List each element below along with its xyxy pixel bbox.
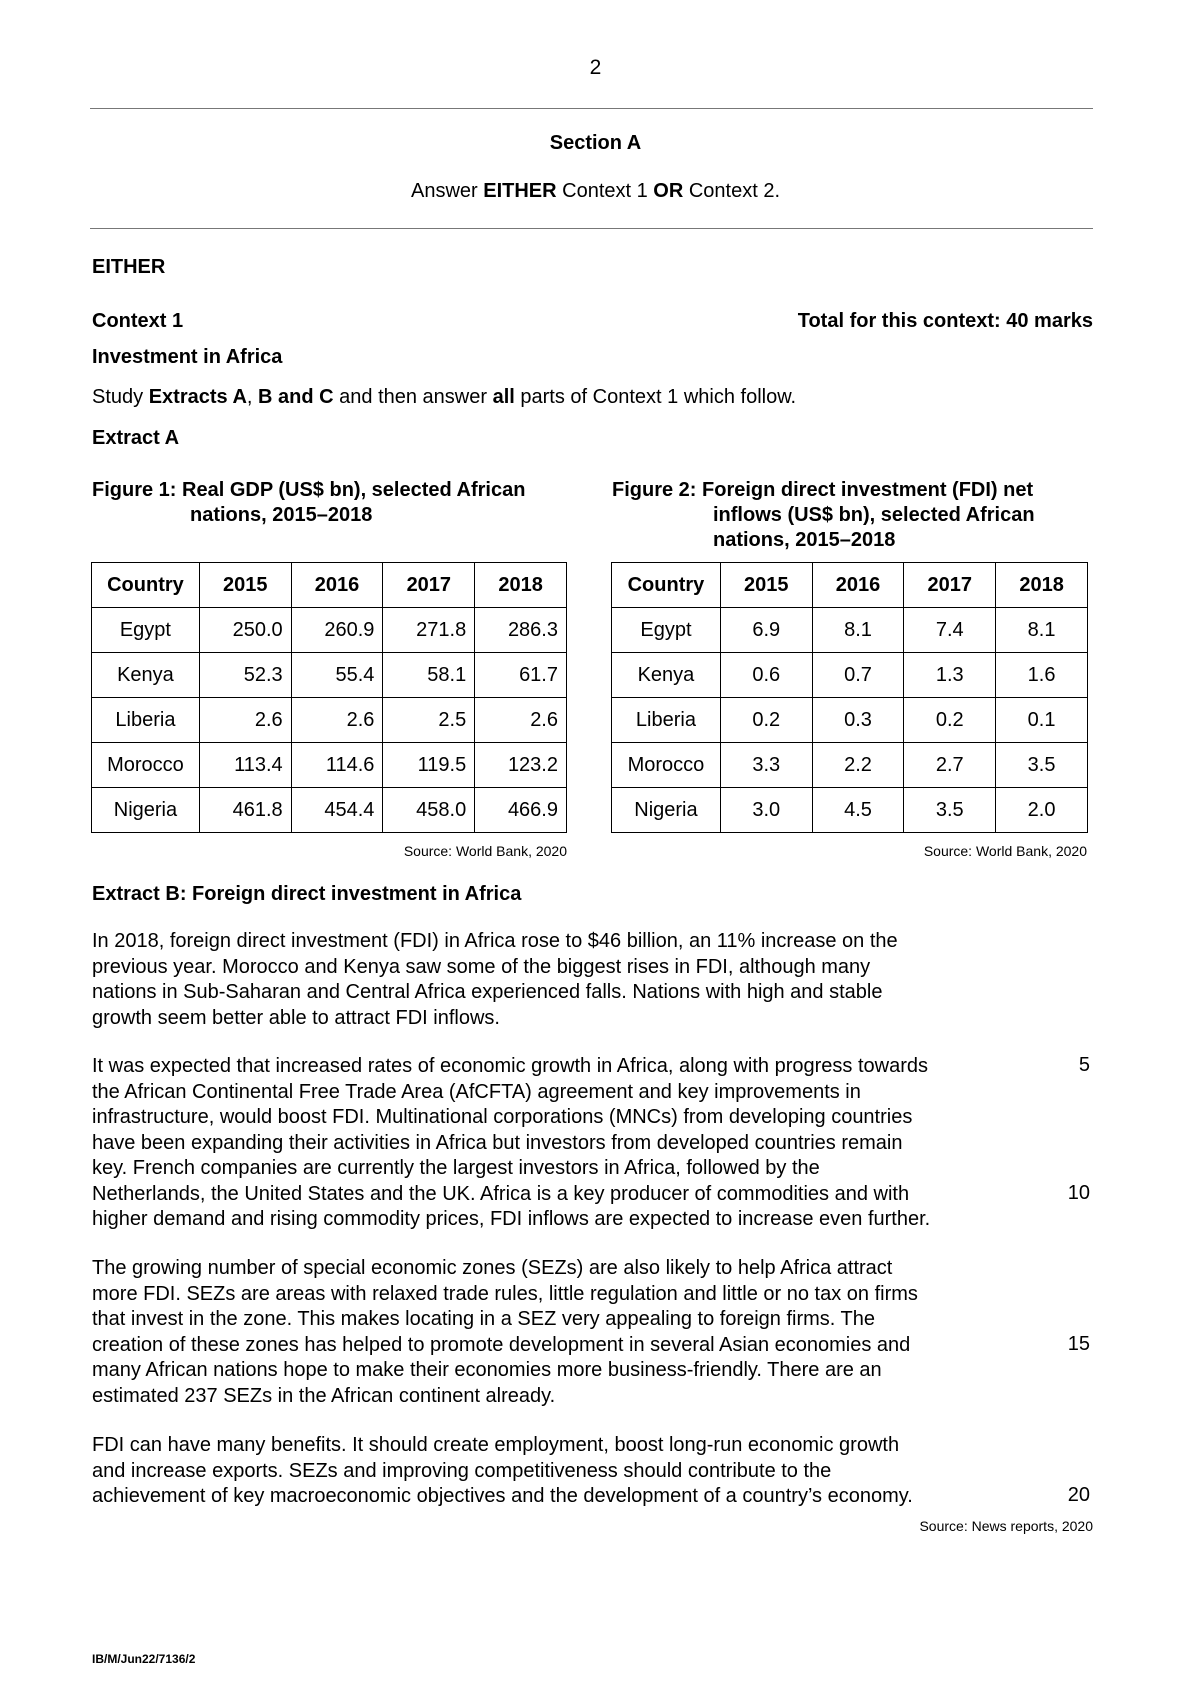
study-text-3: and then answer [333,386,493,408]
text-line: estimated 237 SEZs in the African continent already. [92,1384,556,1407]
figure2-fdi-table [611,562,1088,833]
table-cell: 7.4 [904,608,996,653]
table-cell: 0.2 [904,698,996,743]
table-cell: 61.7 [475,653,567,698]
column-header: 2018 [475,563,567,608]
table-cell: 458.0 [383,788,475,833]
table-cell: 4.5 [812,788,904,833]
text-line: growth seem better able to attract FDI inflows. [92,1006,500,1029]
top-divider [90,108,1093,109]
table-cell: 461.8 [199,788,291,833]
table-row [612,608,1088,653]
figure2-title-line2: inflows (US$ bn), selected African [713,504,1035,526]
column-header: 2016 [812,563,904,608]
text-line: infrastructure, would boost FDI. Multinational corporations (MNCs) from developing countries [92,1106,913,1128]
table-cell: 2.7 [904,743,996,788]
table-cell: Egypt [612,608,721,653]
instruction-either: EITHER [483,180,557,202]
table-cell: 260.9 [291,608,383,653]
column-header: 2015 [720,563,812,608]
instruction-text-2: Context 1 [556,180,654,202]
figure1-title [92,478,525,528]
table-cell: Kenya [92,653,200,698]
table-cell: 2.2 [812,743,904,788]
table-cell: Morocco [92,743,200,788]
column-header: Country [92,563,200,608]
extract-b-paragraph-4 [92,1433,1042,1510]
table-cell: Egypt [92,608,200,653]
column-header: 2017 [904,563,996,608]
column-header: Country [612,563,721,608]
table-header-row [92,563,567,608]
table-cell: 2.6 [291,698,383,743]
instruction-text-3: Context 2. [683,180,781,202]
context-topic: Investment in Africa [92,346,283,368]
table-cell: 0.7 [812,653,904,698]
table-cell: Morocco [612,743,721,788]
table-cell: 0.2 [720,698,812,743]
table-cell: 55.4 [291,653,383,698]
study-extracts-bc: B and C [258,386,334,408]
extract-a-label: Extract A [92,427,180,449]
text-line: the African Continental Free Trade Area (AfCFTA) agreement and key improvements in [92,1080,861,1103]
column-header: 2015 [199,563,291,608]
table-cell: 52.3 [199,653,291,698]
table-row [92,608,567,653]
column-header: 2018 [996,563,1088,608]
text-line: FDI can have many benefits. It should create employment, boost long-run economic growth [92,1434,900,1456]
page-number: 2 [589,56,602,79]
table-cell: 3.3 [720,743,812,788]
instruction-text-1: Answer [410,180,484,202]
table-cell: 8.1 [812,608,904,653]
context-total-marks: Total for this context: 40 marks [797,310,1093,332]
section-divider [90,228,1093,229]
table-cell: 271.8 [383,608,475,653]
text-line: higher demand and rising commodity prices, FDI inflows are expected to increase even further. [92,1208,931,1230]
table-cell: 6.9 [720,608,812,653]
table-cell: 3.5 [996,743,1088,788]
study-all: all [492,386,515,408]
section-instruction [0,180,1191,203]
table-cell: 2.6 [475,698,567,743]
extract-b-title: Extract B: Foreign direct investment in Africa [92,883,522,905]
figure2-title-line3: nations, 2015–2018 [713,529,896,551]
table-row [612,788,1088,833]
table-cell: 58.1 [383,653,475,698]
figure1-title-line2: nations, 2015–2018 [190,504,373,526]
table-header-row [612,563,1088,608]
table-cell: 2.5 [383,698,475,743]
instruction-or: OR [653,180,684,202]
table-cell: Liberia [612,698,721,743]
text-line: many African nations hope to make their economies more business-friendly. There are an [92,1359,882,1381]
text-line: nations in Sub-Saharan and Central Africa experienced falls. Nations with high and stable [92,981,883,1003]
table-cell: 123.2 [475,743,567,788]
text-line: more FDI. SEZs are areas with relaxed trade rules, little regulation and little or no tax on firms [92,1282,918,1305]
text-line: and increase exports. SEZs and improving competitiveness should contribute to the [92,1459,832,1482]
study-text-2: , [246,386,259,408]
study-text-4: parts of Context 1 which follow. [514,386,797,408]
table-row [612,698,1088,743]
table-row [612,653,1088,698]
line-number: 15 [1067,1333,1090,1355]
extract-b-source: Source: News reports, 2020 [919,1518,1093,1534]
line-number: 10 [1067,1182,1090,1204]
table-row [92,788,567,833]
context-label: Context 1 [92,310,184,332]
either-label: EITHER [92,256,166,278]
paper-reference-code: IB/M/Jun22/7136/2 [92,1652,196,1666]
text-line: The growing number of special economic zones (SEZs) are also likely to help Africa attract [92,1257,893,1279]
table-cell: 454.4 [291,788,383,833]
table-cell: 286.3 [475,608,567,653]
table-cell: 0.6 [720,653,812,698]
table-row [92,653,567,698]
table-cell: Kenya [612,653,721,698]
column-header: 2017 [383,563,475,608]
line-number: 20 [1067,1484,1090,1506]
figure2-title [612,478,1035,553]
table-cell: 8.1 [996,608,1088,653]
text-line: previous year. Morocco and Kenya saw some of the biggest rises in FDI, although many [92,955,871,978]
text-line: Netherlands, the United States and the UK. Africa is a key producer of commodities and with [92,1182,910,1205]
text-line: have been expanding their activities in Africa but investors from developed countries remain [92,1131,903,1154]
text-line: achievement of key macroeconomic objectives and the development of a country’s economy. [92,1485,913,1507]
study-extracts-a: Extracts A [148,386,247,408]
table-cell: 466.9 [475,788,567,833]
table-cell: 1.6 [996,653,1088,698]
table-cell: 3.0 [720,788,812,833]
extract-b-paragraph-3 [92,1256,1042,1409]
table-cell: Nigeria [92,788,200,833]
extract-b-paragraph-1 [92,929,1042,1031]
text-line: creation of these zones has helped to promote development in several Asian economies and [92,1333,911,1356]
figure1-source: Source: World Bank, 2020 [403,843,567,859]
table-cell: 119.5 [383,743,475,788]
table-row [92,743,567,788]
study-text-1: Study [92,386,149,408]
table-cell: 3.5 [904,788,996,833]
column-header: 2016 [291,563,383,608]
figure2-source: Source: World Bank, 2020 [923,843,1087,859]
table-cell: 2.6 [199,698,291,743]
table-cell: 1.3 [904,653,996,698]
text-line: It was expected that increased rates of economic growth in Africa, along with progress towards [92,1055,928,1077]
text-line: In 2018, foreign direct investment (FDI) in Africa rose to $46 billion, an 11% increase on the [92,930,898,952]
extract-b-paragraph-2 [92,1054,1042,1233]
table-cell: 250.0 [199,608,291,653]
table-cell: 0.1 [996,698,1088,743]
figure1-title-line1: Figure 1: Real GDP (US$ bn), selected African [92,479,526,501]
table-row [92,698,567,743]
table-cell: 2.0 [996,788,1088,833]
table-cell: 114.6 [291,743,383,788]
section-title: Section A [549,132,642,154]
figure1-gdp-table [91,562,567,833]
table-row [612,743,1088,788]
study-instruction [92,386,796,409]
line-number: 5 [1078,1054,1090,1076]
table-cell: 113.4 [199,743,291,788]
text-line: key. French companies are currently the largest investors in Africa, followed by the [92,1157,820,1179]
table-cell: 0.3 [812,698,904,743]
text-line: that invest in the zone. This makes locating in a SEZ very appealing to foreign firms. The [92,1308,875,1330]
table-cell: Nigeria [612,788,721,833]
figure2-title-line1: Figure 2: Foreign direct investment (FDI) net [612,479,1034,501]
table-cell: Liberia [92,698,200,743]
